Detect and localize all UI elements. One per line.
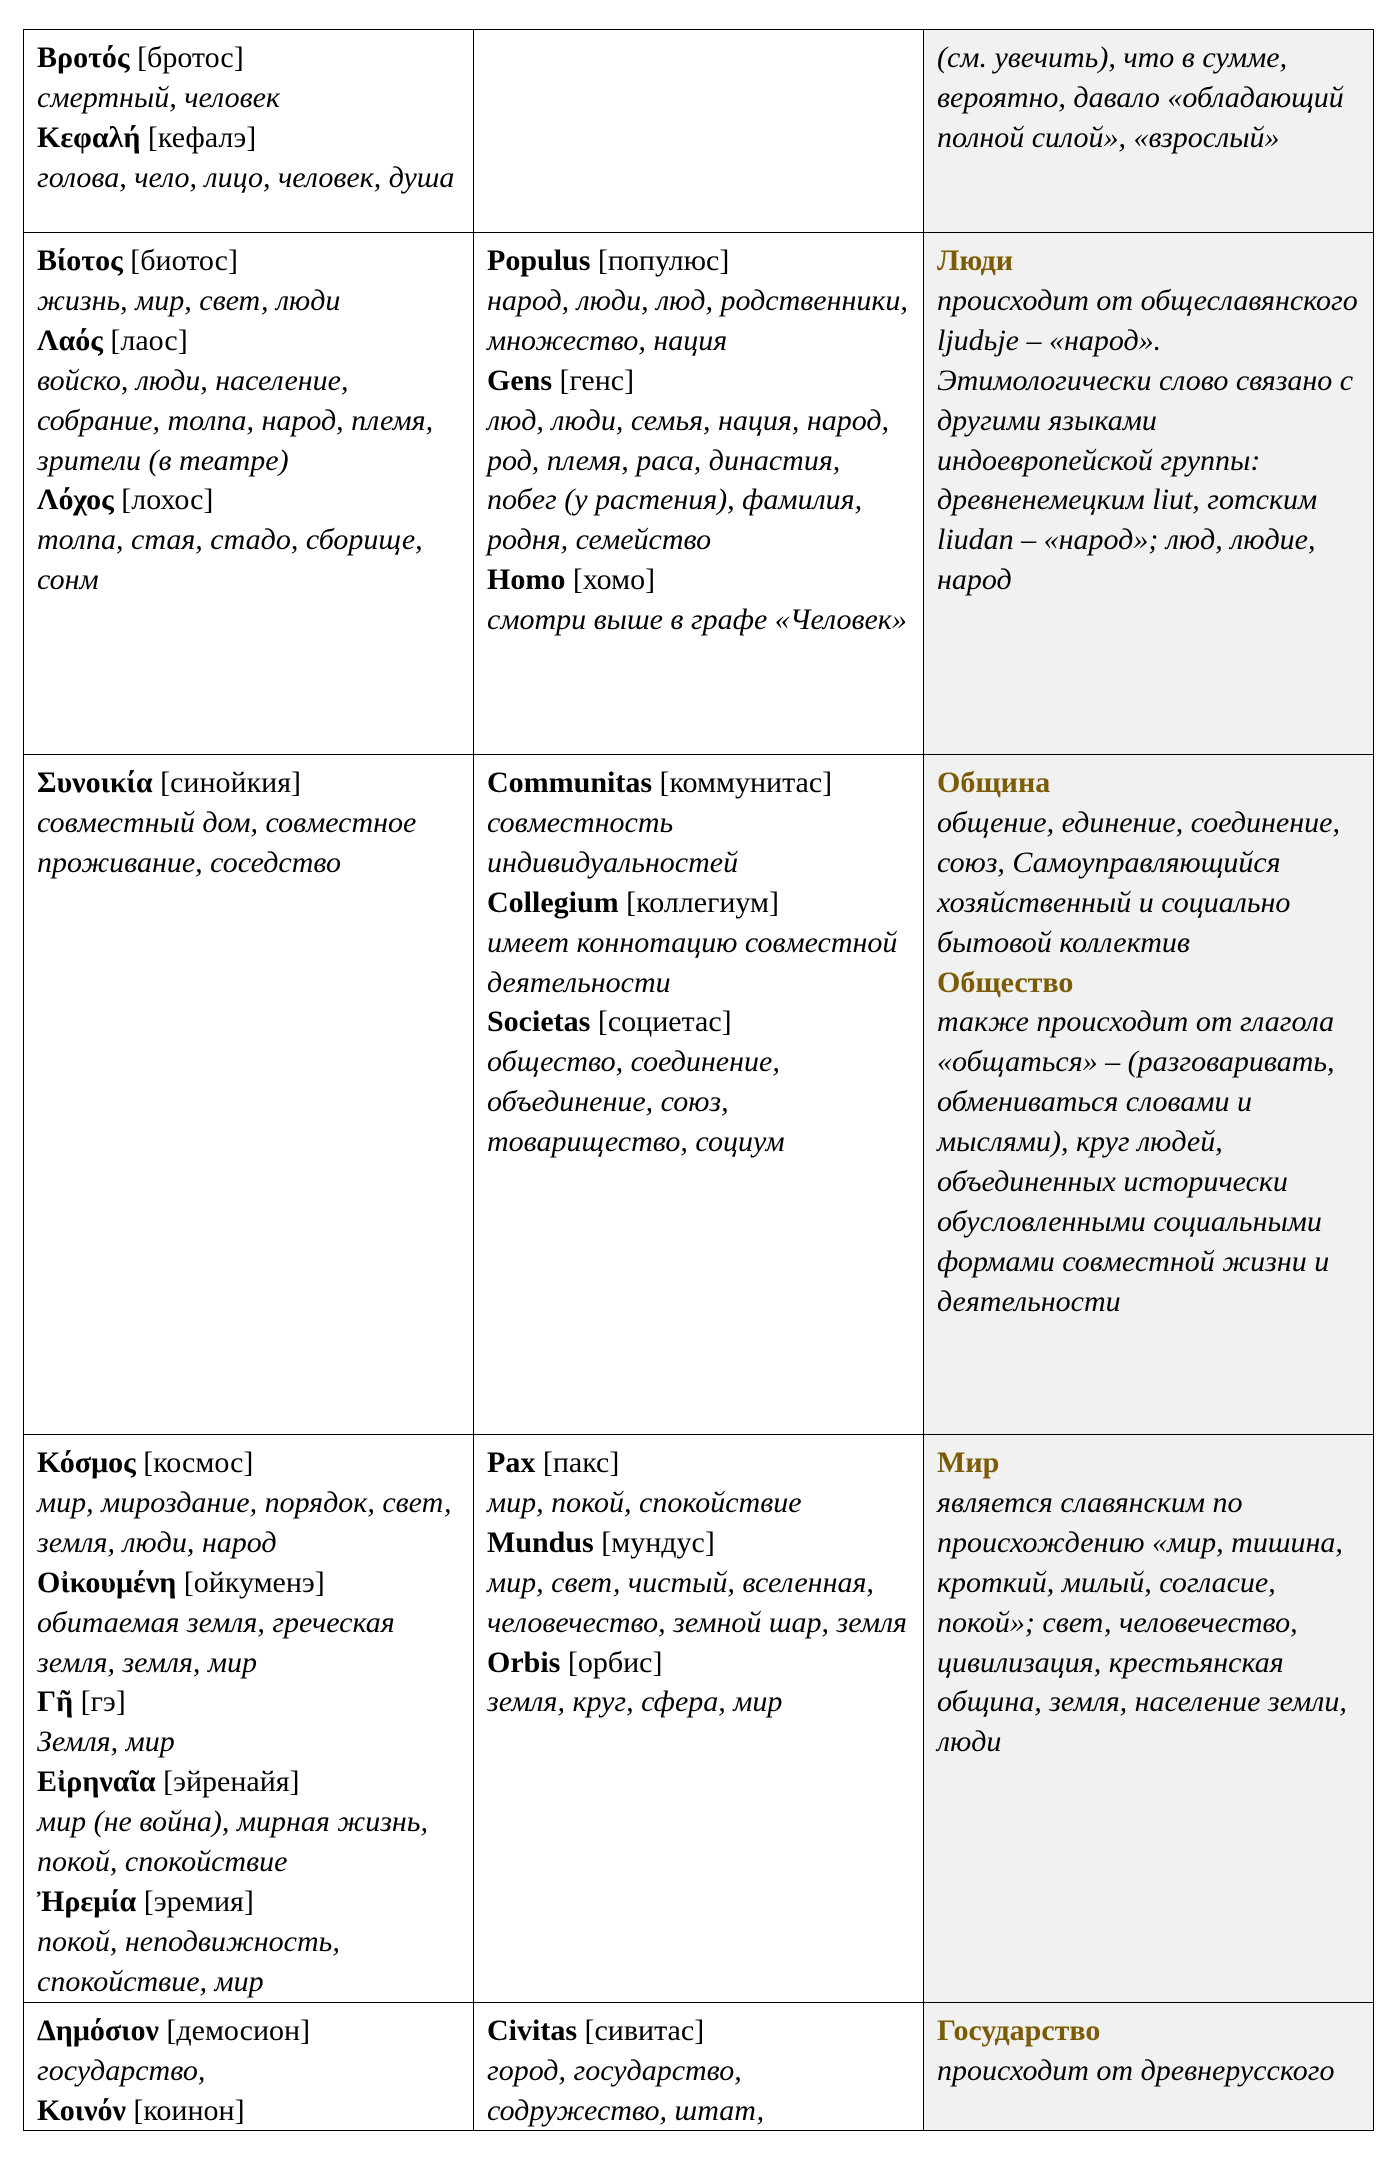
russian-cell xyxy=(924,30,1374,233)
greek-term: Κοινόν [коинон] xyxy=(37,2093,245,2127)
table-row xyxy=(24,233,1374,755)
latin-gloss: общество, соединение, объединение, союз, товарищество, социум xyxy=(487,1045,785,1159)
greek-term: Λαός [лаос] xyxy=(37,323,188,357)
greek-cell xyxy=(24,1435,474,2003)
greek-cell xyxy=(24,30,474,233)
latin-cell xyxy=(474,2002,924,2131)
greek-gloss: войско, люди, население, собрание, толпа, народ, племя, зрители (в театре) xyxy=(37,363,434,477)
russian-etymology: происходит от древнерусского xyxy=(937,2053,1335,2087)
greek-term: Εἰρηναῖα [эйренайя] xyxy=(37,1765,300,1799)
greek-cell xyxy=(24,2002,474,2131)
latin-term: Homo [хомо] xyxy=(487,563,656,597)
greek-cell xyxy=(24,233,474,755)
greek-gloss: государство, xyxy=(37,2053,206,2087)
russian-term: Община xyxy=(937,766,1051,799)
russian-etymology: является славянским по происхождению «мир, тишина, кроткий, милый, согласие, покой»; свет, человечество, цивилизация, крестьянская община, земля, население земли, люди xyxy=(937,1485,1347,1759)
latin-gloss: город, государство, содружество, штат, xyxy=(487,2053,765,2127)
greek-gloss: Земля, мир xyxy=(37,1725,175,1759)
russian-term: Государство xyxy=(937,2013,1101,2047)
greek-gloss: смертный, человек xyxy=(37,80,280,114)
russian-cell xyxy=(924,2002,1374,2131)
lexicon-table xyxy=(23,29,1374,2131)
greek-gloss: покой, неподвижность, спокойствие, мир xyxy=(37,1924,340,1998)
greek-gloss: совместный дом, совместное проживание, соседство xyxy=(37,805,417,879)
latin-term: Gens [генс] xyxy=(487,363,635,397)
russian-cell xyxy=(924,1435,1374,2003)
greek-gloss: обитаемая земля, греческая земля, земля, мир xyxy=(37,1605,395,1679)
greek-term: Ἠρεμία [эремия] xyxy=(37,1884,254,1918)
greek-term: Οἰκουμένη [ойкуменэ] xyxy=(37,1565,325,1599)
latin-cell xyxy=(474,755,924,1435)
table-row xyxy=(24,755,1374,1435)
greek-term: Λόχος [лохос] xyxy=(37,483,214,517)
latin-gloss: народ, люди, люд, родственники, множество, нация xyxy=(487,283,908,357)
greek-gloss: голова, чело, лицо, человек, душа xyxy=(37,160,455,194)
latin-gloss: мир, покой, спокойствие xyxy=(487,1485,802,1519)
greek-gloss: толпа, стая, стадо, сборище, сонм xyxy=(37,523,423,597)
russian-etymology: происходит от общеславянского ljudьje – «народ». Этимологически слово связано с другими языками индоевропейской группы: древненемецким liut, готским liudan – «народ»; люд, людие, народ xyxy=(937,283,1358,597)
latin-cell xyxy=(474,233,924,755)
table-row xyxy=(24,2002,1374,2131)
greek-gloss: жизнь, мир, свет, люди xyxy=(37,283,341,317)
russian-continuation: (см. увечить), что в сумме, вероятно, давало «обладающий полной силой», «взрослый» xyxy=(937,41,1344,154)
russian-term: Мир xyxy=(937,1446,1000,1479)
latin-cell xyxy=(474,30,924,233)
latin-term: Orbis [орбис] xyxy=(487,1645,663,1679)
latin-term: Communitas [коммунитас] xyxy=(487,766,833,799)
russian-etymology: общение, единение, соединение, союз, Самоуправляющийся хозяйственный и социально бытовой коллектив xyxy=(937,805,1340,959)
latin-cell xyxy=(474,1435,924,2003)
greek-term: Βροτός [бротос] xyxy=(37,41,244,74)
greek-term: Κεφαλή [кефалэ] xyxy=(37,120,257,154)
russian-term: Общество xyxy=(937,965,1074,999)
latin-gloss: мир, свет, чистый, вселенная, человечество, земной шар, земля xyxy=(487,1565,907,1639)
latin-term: Pax [пакс] xyxy=(487,1446,620,1479)
latin-term: Mundus [мундус] xyxy=(487,1525,715,1559)
russian-etymology: также происходит от глагола «общаться» – (разговаривать, обмениваться словами и мыслями), круг людей, объединенных исторически обусловленными социальными формами совместной жизни и деятельности xyxy=(937,1005,1335,1318)
table-row xyxy=(24,1435,1374,2003)
latin-term: Collegium [коллегиум] xyxy=(487,885,780,919)
russian-term: Люди xyxy=(937,244,1014,277)
latin-gloss: люд, люди, семья, нация, народ, род, племя, раса, династия, побег (у растения), фамилия, родня, семейство xyxy=(487,403,890,557)
latin-gloss: земля, круг, сфера, мир xyxy=(487,1685,783,1719)
greek-gloss: мир, мироздание, порядок, свет, земля, люди, народ xyxy=(37,1485,452,1559)
greek-term: Κόσμος [космос] xyxy=(37,1446,254,1479)
latin-term: Civitas [сивитас] xyxy=(487,2013,705,2047)
greek-term: Βίοτος [биотос] xyxy=(37,244,238,277)
russian-cell xyxy=(924,233,1374,755)
greek-term: Δημόσιον [демосион] xyxy=(37,2013,311,2047)
greek-cell xyxy=(24,755,474,1435)
greek-gloss: мир (не война), мирная жизнь, покой, спокойствие xyxy=(37,1805,428,1879)
table-row xyxy=(24,30,1374,233)
latin-gloss: смотри выше в графе «Человек» xyxy=(487,603,907,637)
greek-term: Γῆ [гэ] xyxy=(37,1685,126,1719)
russian-cell xyxy=(924,755,1374,1435)
latin-term: Societas [социетас] xyxy=(487,1005,732,1039)
latin-gloss: совместность индивидуальностей xyxy=(487,805,739,879)
greek-term: Συνοικία [синойкия] xyxy=(37,766,301,799)
latin-term: Populus [популюс] xyxy=(487,244,730,277)
latin-gloss: имеет коннотацию совместной деятельности xyxy=(487,925,898,999)
